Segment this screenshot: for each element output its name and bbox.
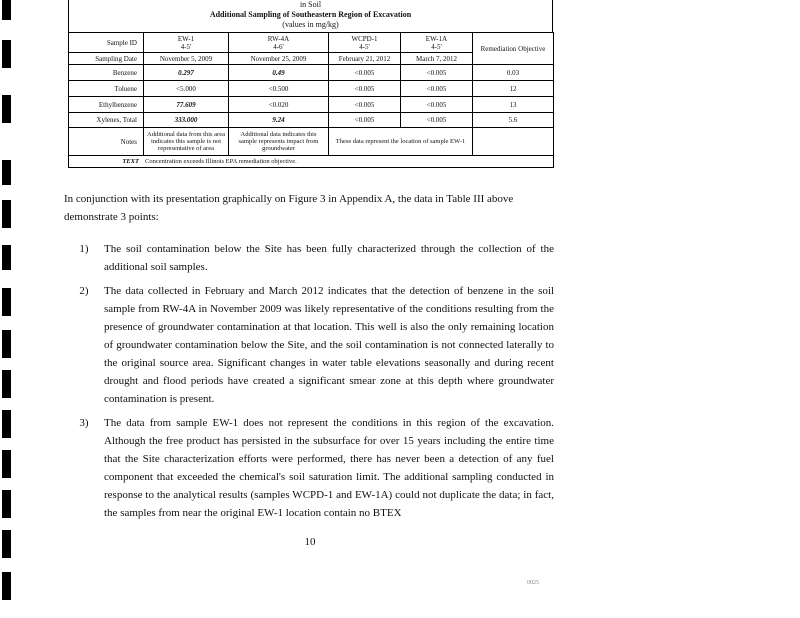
scan-edge-mark (2, 288, 11, 316)
table-title-line: in Soil (299, 0, 322, 9)
table-title (68, 0, 553, 32)
list-item (64, 414, 554, 522)
objective-cell: 13 (473, 97, 554, 113)
sampling-date-cell: February 21, 2012 (329, 53, 401, 65)
value-cell: <0.005 (329, 97, 401, 113)
value-cell: 0.297 (144, 65, 229, 81)
table-row (69, 81, 554, 97)
sampling-date-cell: November 25, 2009 (229, 53, 329, 65)
value-cell: 9.24 (229, 113, 329, 128)
scan-edge-mark (2, 410, 11, 438)
scan-edge-mark (2, 490, 11, 518)
table-row (69, 33, 554, 53)
legend-cell (69, 156, 554, 168)
table-row (69, 65, 554, 81)
list-item-text: The soil contamination below the Site has been fully characterized through the collection of the additional soil samples. (104, 243, 554, 273)
table-row (69, 113, 554, 128)
value-cell: 0.49 (229, 65, 329, 81)
intro-paragraph: In conjunction with its presentation graphically on Figure 3 in Appendix A, the data in Table III above demonstrate 3 points: (64, 193, 514, 223)
value-cell: <0.005 (401, 97, 473, 113)
soil-sampling-table (68, 0, 553, 168)
sampling-date-cell: November 5, 2009 (144, 53, 229, 65)
note-cell: Additional data from this area indicates this sample is not representative of area (144, 128, 229, 156)
scan-edge-mark (2, 370, 11, 398)
list-item-text: The data collected in February and March 2012 indicates that the detection of benzene in the soil sample from RW-4A in November 2009 was likely representative of the conditions resulting from the presence of groundwater contamination at that location. This well is also the only remaining location of groundwater contamination below the Site, and the soil contamination is not connected laterally to the original source area. Significant changes in water table elevations seasonally and during recent drought and flood periods have created a significant smear zone at this depth where groundwater contamination is present. (104, 285, 554, 405)
notes-label: Notes (69, 128, 144, 156)
value-cell: <0.005 (401, 65, 473, 81)
value-cell: <0.005 (329, 81, 401, 97)
points-list (64, 240, 554, 528)
note-cell: These data represent the location of sample EW-1 (329, 128, 473, 156)
bates-stamp: 0025 (527, 580, 539, 586)
objective-header: Remediation Objective (473, 33, 554, 65)
data-table (68, 32, 554, 168)
objective-cell: 12 (473, 81, 554, 97)
sampling-date-cell: March 7, 2012 (401, 53, 473, 65)
sample-id-cell: RW-4A 4-6' (229, 33, 329, 53)
scan-edge-mark (2, 330, 11, 358)
value-cell: 77.609 (144, 97, 229, 113)
list-item (64, 282, 554, 408)
analyte-label: Ethylbenzene (69, 97, 144, 113)
note-cell: Additional data indicates this sample represents impact from groundwater (229, 128, 329, 156)
list-item-text: The data from sample EW-1 does not represent the conditions in this region of the excavation. Although the free product has persisted in the subsurface for over 15 years including the entire time that the Site characterization efforts were performed, there has never been a detection of any fuel component that exceeded the chemical's soil saturation limit. The additional sampling conducted in response to the analytical results (samples WCPD-1 and EW-1A) could not duplicate the data; in fact, the samples from near the original EW-1 location contain no BTEX (104, 417, 554, 519)
scan-edge-mark (2, 0, 11, 20)
objective-cell: 0.03 (473, 65, 554, 81)
analyte-label: Benzene (69, 65, 144, 81)
sample-id-cell: EW-1A 4-5' (401, 33, 473, 53)
table-row (69, 128, 554, 156)
value-cell: <5.000 (144, 81, 229, 97)
value-cell: <0.005 (329, 65, 401, 81)
objective-cell: 5.6 (473, 113, 554, 128)
sample-id-cell: EW-1 4-5' (144, 33, 229, 53)
table-row (69, 156, 554, 168)
scan-edge-mark (2, 450, 11, 478)
table-title-line: Additional Sampling of Southeastern Region of Excavation (209, 10, 412, 19)
scan-edge-mark (2, 245, 11, 270)
sample-id-label: Sample ID (69, 33, 144, 53)
value-cell: <0.020 (229, 97, 329, 113)
list-item (64, 240, 554, 276)
value-cell: <0.005 (401, 113, 473, 128)
table-title-line: (values in mg/kg) (282, 20, 339, 29)
scan-edge-mark (2, 40, 11, 68)
page-number: 10 (304, 536, 316, 548)
scan-edge-mark (2, 200, 11, 228)
scan-edge-mark (2, 530, 11, 558)
value-cell: 333.000 (144, 113, 229, 128)
analyte-label: Toluene (69, 81, 144, 97)
legend-key: TEXT (122, 157, 139, 165)
sample-id-cell: WCPD-1 4-5' (329, 33, 401, 53)
scan-edge-mark (2, 572, 11, 600)
scan-edge-mark (2, 160, 11, 185)
value-cell: <0.005 (329, 113, 401, 128)
value-cell: <0.500 (229, 81, 329, 97)
empty-cell (473, 128, 554, 156)
list-number: 3) (79, 417, 89, 429)
analyte-label: Xylenes, Total (69, 113, 144, 128)
value-cell: <0.005 (401, 81, 473, 97)
list-number: 1) (79, 243, 89, 255)
scan-edge-mark (2, 95, 11, 123)
legend-text: Concentration exceeds Illinois EPA remediation objective. (145, 157, 297, 165)
sampling-date-label: Sampling Date (69, 53, 144, 65)
table-row (69, 97, 554, 113)
list-number: 2) (79, 285, 89, 297)
